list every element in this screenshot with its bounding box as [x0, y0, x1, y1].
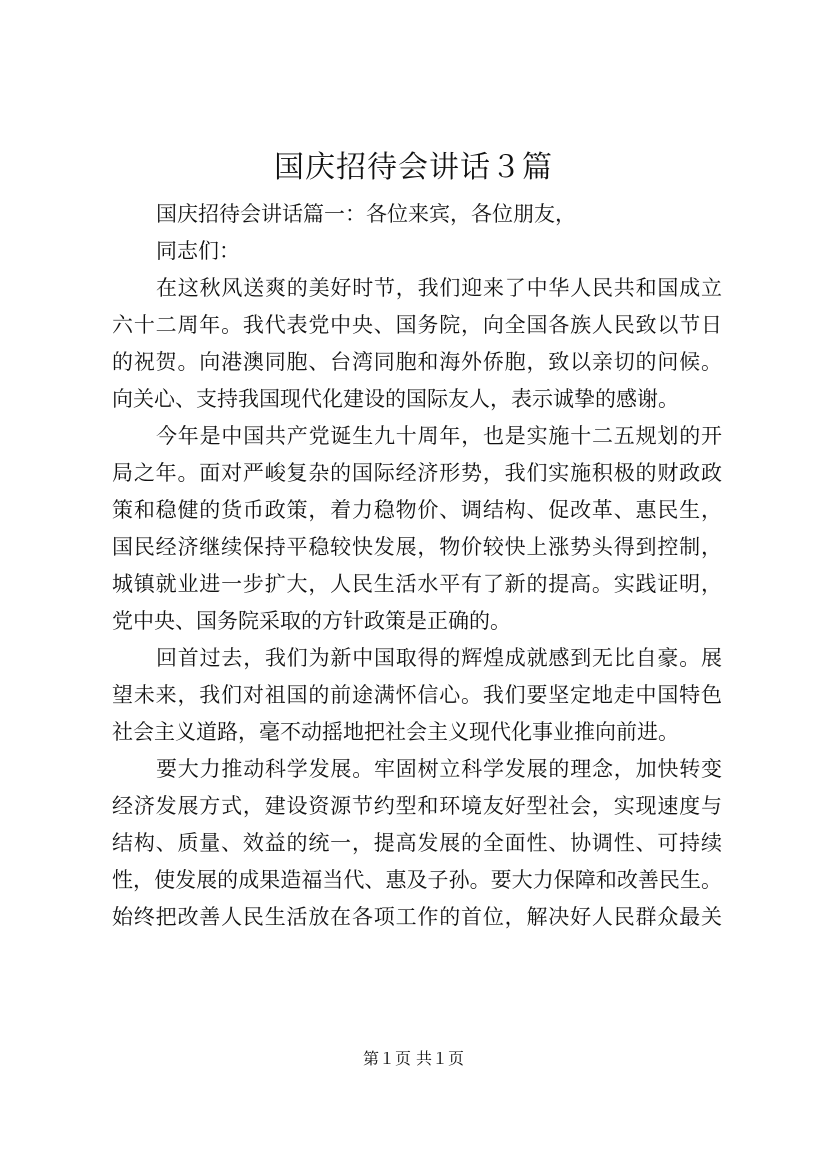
body-line: 国民经济继续保持平稳较快发展，物价较快上涨势头得到控制， [112, 535, 722, 559]
document-title: 国庆招待会讲话３篇 [274, 150, 553, 185]
document-body [112, 196, 722, 936]
body-line: 社会主义道路，毫不动摇地把社会主义现代化事业推向前进。 [112, 720, 679, 744]
body-line: 国庆招待会讲话篇一：各位来宾，各位朋友， [156, 202, 576, 226]
body-line: 局之年。面对严峻复杂的国际经济形势，我们实施积极的财政政 [112, 461, 722, 485]
body-line: 回首过去，我们为新中国取得的辉煌成就感到无比自豪。展 [156, 646, 722, 670]
body-line: 在这秋风送爽的美好时节，我们迎来了中华人民共和国成立 [156, 276, 722, 300]
body-line: 党中央、国务院采取的方针政策是正确的。 [112, 609, 511, 633]
body-line: 的祝贺。向港澳同胞、台湾同胞和海外侨胞，致以亲切的问候。 [112, 350, 722, 374]
body-line: 望未来，我们对祖国的前途满怀信心。我们要坚定地走中国特色 [112, 683, 722, 707]
body-line: 向关心、支持我国现代化建设的国际友人，表示诚挚的感谢。 [112, 387, 679, 411]
body-line: 始终把改善人民生活放在各项工作的首位，解决好人民群众最关 [112, 905, 722, 929]
body-line: 经济发展方式，建设资源节约型和环境友好型社会，实现速度与 [112, 794, 722, 818]
body-line: 性，使发展的成果造福当代、惠及子孙。要大力保障和改善民生。 [112, 868, 722, 892]
page-footer: 第１页 共１页 [362, 1049, 465, 1068]
body-line: 城镇就业进一步扩大，人民生活水平有了新的提高。实践证明， [112, 572, 722, 596]
body-line: 策和稳健的货币政策，着力稳物价、调结构、促改革、惠民生， [112, 498, 722, 522]
body-line: 六十二周年。我代表党中央、国务院，向全国各族人民致以节日 [112, 313, 722, 337]
body-line: 同志们： [156, 239, 240, 263]
body-line: 今年是中国共产党诞生九十周年，也是实施十二五规划的开 [156, 424, 722, 448]
body-line: 要大力推动科学发展。牢固树立科学发展的理念，加快转变 [156, 757, 722, 781]
body-line: 结构、质量、效益的统一，提高发展的全面性、协调性、可持续 [112, 831, 722, 855]
